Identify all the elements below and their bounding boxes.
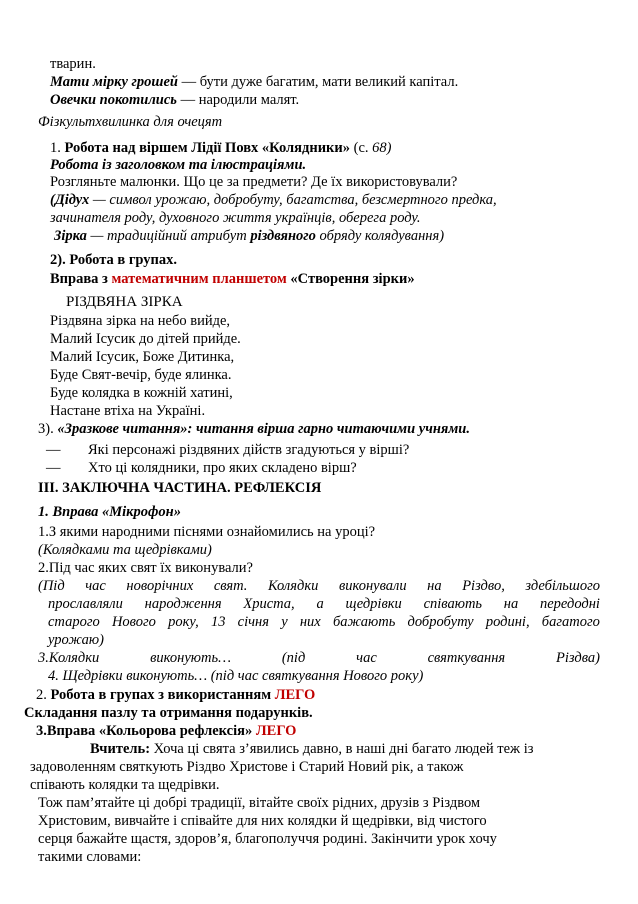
line-text: — символ урожаю, добробуту, багатства, безсмертного предка, [89,192,497,208]
word: на [427,578,442,594]
word: старого [48,614,100,630]
text-line [50,173,457,191]
word: час [356,650,377,666]
line-text: Буде колядка в кожній хатині, [50,385,233,401]
question-text: Хто ці колядники, про яких складено вірш? [88,460,357,476]
highlight-text: ЛЕГО [274,687,316,703]
word: час [85,578,106,594]
heading-text: ІІІ. ЗАКЛЮЧНА ЧАСТИНА. РЕФЛЕКСІЯ [38,480,322,496]
word: року, [168,614,199,630]
dash-marker: — [46,442,61,458]
line-text: зачинателя роду, духовного життя українців, оберега роду. [50,210,421,226]
answer-text: урожаю) [48,632,104,648]
question-line [38,523,375,541]
word: у [281,614,288,630]
line-text: співають колядки та щедрівки. [30,777,220,793]
idiom-meaning: — бути дуже багатим, мати великий капітал. [177,74,459,90]
line-text: Христовим, вивчайте і співайте для них колядки й щедрівки, від чистого [38,813,487,829]
heading-text: 2). Робота в групах. [50,252,178,268]
dash-marker: — [46,460,61,476]
poem-line [50,402,205,420]
idiom-meaning: — народили малят. [176,92,300,108]
line-text: Вправа з [50,271,112,287]
list-number: 3). [38,421,58,437]
line-text: Малий Ісусик, Боже Дитинка, [50,349,235,365]
exercise-heading [38,420,470,438]
word: (Під [38,578,65,594]
text-line [50,191,497,209]
answer-line [38,577,600,595]
poem-line [50,366,231,384]
line-text: тварин. [50,56,96,72]
exercise-heading [38,503,181,521]
speaker-label: Вчитель: [90,741,151,757]
answer-line [48,667,423,685]
poem-line [50,312,230,330]
section-heading [50,139,392,157]
question-text: 2.Під час яких свят їх виконували? [38,560,253,576]
exercise-heading [36,722,296,740]
line-text: обряду колядування) [315,228,445,244]
answer-text: 4. Щедрівки виконують… (під час святкування Нового року) [48,668,424,684]
question-line [88,459,357,477]
word: святкування [427,650,506,666]
poem-line [50,348,234,366]
word: родині, [485,614,530,630]
question-line [46,459,61,477]
heading-text: 3.Вправа «Кольорова рефлексія» [36,723,256,739]
text-line [30,758,463,776]
poem-line [50,330,241,348]
line-text: Різдвяна зірка на небо вийде, [50,313,231,329]
word: бажають [332,614,396,630]
word: виконували [338,578,407,594]
subheading [50,156,306,174]
page-ref-number: 68) [372,140,392,156]
exercise-heading [36,686,315,704]
question-text: Які персонажі різдвяних дійств згадуються у вірші? [88,442,410,458]
highlight-text: математичним планшетом [111,271,287,287]
section-heading [50,251,177,269]
word: багатого [541,614,600,630]
line-text: Малий Ісусик до дітей прийде. [50,331,241,347]
word: 13 [210,614,226,630]
line-text: такими словами: [38,849,142,865]
emphasis-term: (Дідух [50,192,90,208]
text-line [38,848,141,866]
word: січня [237,614,269,630]
highlight-text: ЛЕГО [255,723,297,739]
word: щедрівки [345,596,402,612]
word: Колядки [267,578,319,594]
word: добробуту [407,614,474,630]
text-line [50,55,96,73]
word: передодні [540,596,600,612]
idiom-line [50,73,458,91]
text-line [50,209,421,227]
question-line [38,559,253,577]
heading-text: «Зразкове читання»: читання вірша гарно читаючими учнями. [57,421,470,437]
exercise-heading [24,704,313,722]
word: Нового [111,614,156,630]
question-line [46,441,61,459]
text-line [54,227,444,245]
heading-text: Складання пазлу та отримання подарунків. [24,705,313,721]
text-line [38,794,480,812]
word: них [299,614,321,630]
page-ref: (с. [350,140,373,156]
list-number: 2. [36,687,51,703]
line-text: Хоча ці свята з’явились давно, в наші дні багато людей теж із [150,741,534,757]
line-text: Розгляньте малюнки. Що це за предмети? Де їх використовували? [50,174,458,190]
line-text: РІЗДВЯНА ЗІРКА [66,294,183,310]
text-line [30,776,220,794]
idiom-term: Мати мірку грошей [50,74,178,90]
line-text: Робота із заголовком та ілюстраціями. [50,157,307,173]
word: Різдва) [556,650,600,666]
question-line [88,441,409,459]
word: на [503,596,519,612]
word: новорічних [126,578,194,594]
exercise-heading [50,270,415,288]
word: Христа, [243,596,295,612]
text-line [38,812,487,830]
answer-line [38,649,600,667]
answer-line [48,631,104,649]
word: народження [144,596,222,612]
word: свят. [213,578,248,594]
word: співають [423,596,483,612]
word: Різдво, [462,578,505,594]
line-text: Фізкультхвилинка для очецят [38,114,223,130]
idiom-line [50,91,299,109]
heading-text: 1. Вправа «Мікрофон» [38,504,181,520]
poem-line [50,384,233,402]
line-text: «Створення зірки» [286,271,415,287]
word: прославляли [48,596,123,612]
line-text: задоволенням святкують Різдво Христове і Старий Новий рік, а також [30,759,464,775]
word: виконують… [150,650,231,666]
heading-text: Робота над віршем Лідії Повх «Колядники» [64,140,351,156]
line-text: — традиційний атрибут [86,228,251,244]
text-line [38,830,497,848]
subheading [38,113,222,131]
word: 3.Колядки [38,650,100,666]
word: а [316,596,324,612]
idiom-term: Овечки покотились [50,92,177,108]
question-text: 1.З якими народними піснями ознайомились на уроці? [38,524,376,540]
line-text: Тож пам’ятайте ці добрі традиції, вітайте своїх рідних, друзів з Різдвом [38,795,481,811]
emphasis-term: Зірка [54,228,87,244]
answer-line [38,541,212,559]
line-text: серця бажайте щастя, здоров’я, благополуччя родині. Закінчити урок хочу [38,831,497,847]
word: здебільшого [525,578,600,594]
section-heading [38,479,321,497]
line-text: Настане втіха на Україні. [50,403,206,419]
answer-line [48,595,600,613]
list-number: 1. [50,140,65,156]
heading-text: Робота в групах з використанням [50,687,275,703]
emphasis-term: різдвяного [250,228,316,244]
answer-line [48,613,600,631]
answer-text: (Колядками та щедрівками) [38,542,212,558]
line-text: Буде Свят-вечір, буде ялинка. [50,367,232,383]
poem-title [66,293,183,311]
text-line [90,740,533,758]
word: (під [281,650,306,666]
